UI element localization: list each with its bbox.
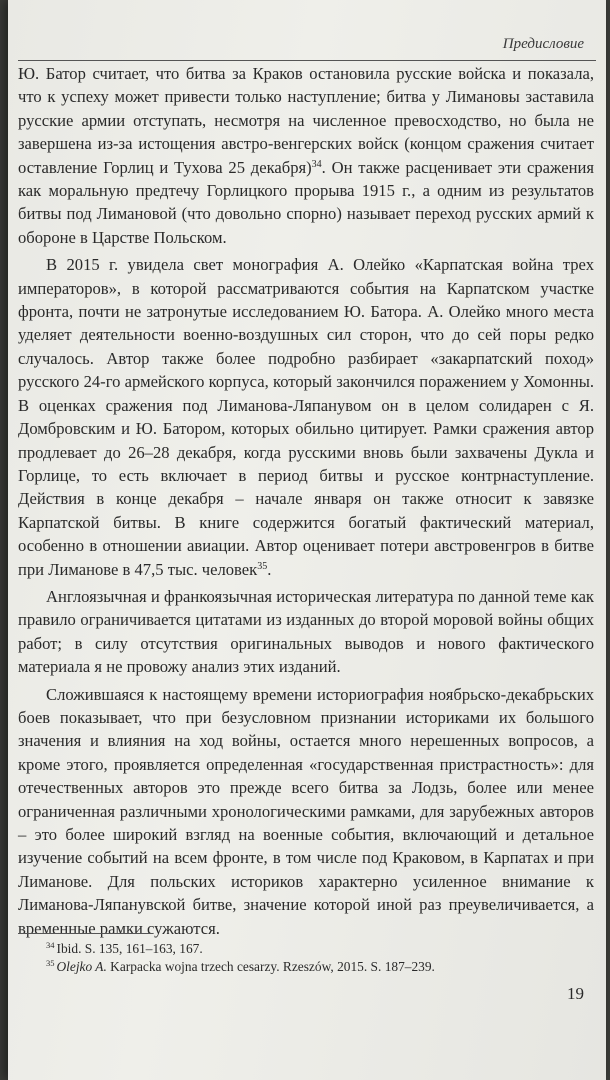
footnote-author: Olejko A. [56, 959, 107, 974]
paragraph: Ю. Батор считает, что битва за Краков остановила русские войска и показала, что к успеху может привести только наступление; битва у Лимановы заставила русские армии отступать, несмотря на численное превосходство, но была не завершена из-за истощения австро-венгерских войск (концом сражения считает оставление Горлиц и Тухова 25 декабря)$^{34}$. Он также расценивает эти сражения как моральную предтечу Горлицкого прорыва 1915 г., а одним из результатов битвы под Лимановой (что довольно спорно) называет переход русских армий к обороне в Царстве Польском. [18, 64, 594, 247]
header-rule [18, 60, 596, 61]
footnote-mark: 34 [46, 940, 55, 950]
footnotes [46, 940, 586, 976]
footnote-text: Ibid. S. 135, 161–163, 167. [56, 941, 203, 956]
paragraph: Англоязычная и франкоязычная историческая литература по данной теме как правило ограничивается цитатами из изданных до второй моровой войны общих работ; в силу отсутствия оригинальных выводов и нового фактического материала я не провожу анализ этих изданий. [18, 586, 594, 677]
body-text [18, 62, 594, 940]
book-page [8, 0, 606, 1080]
footnote-mark: 35 [46, 958, 55, 968]
footnote-rule [18, 933, 153, 934]
footnote-ref[interactable]: 35 [257, 560, 268, 572]
footnote [46, 940, 586, 958]
footnote [46, 958, 586, 976]
footnote-ref[interactable]: 34 [311, 158, 322, 170]
running-head: Предисловие [502, 36, 584, 52]
page-number: 19 [567, 984, 584, 1003]
footnote-text: Karpacka wojna trzech cesarzy. Rzeszów, 2015. S. 187–239. [106, 959, 435, 974]
paragraph: В 2015 г. увидела свет монография А. Олейко «Карпатская война трех императоров», в которой рассматриваются события на Карпатском участке фронта, почти не затронутые исследованием Ю. Батора. А. Олейко много места уделяет деятельности военно-воздушных сил сторон, что до сей поры редко случалось. Автор также более подробно разбирает «закарпатский поход» русского 24-го армейского корпуса, который закончился поражением у Хомонны. В оценках сражения под Лиманова-Ляпанувом он в целом солидарен с Я. Домбровским и Ю. Батором, которых обильно цитирует. Рамки сражения автор продлевает до 26–28 декабря, когда русскими вновь были захвачены Дукла и Горлице, то есть включает в период битвы и русское контрнаступление. Действия в конце декабря – начале января он также относит к завязке Карпатской битвы. В книге содержится богатый фактический материал, особенно в отношении авиации. Автор оценивает потери австровенгров в битве при Лиманове в 47,5 тыс. человек$^{35}$. [18, 255, 594, 579]
paragraph: Сложившаяся к настоящему времени историография ноябрьско-декабрьских боев показывает, что при безусловном признании историками их большого значения и влияния на ход войны, остается много нерешенных вопросов, а кроме этого, проявляется определенная «государственная пристрастность»: для отечественных авторов это прежде всего битва за Лодзь, более или менее ограниченная различными хронологическими рамками, для зарубежных авторов – это более широкий взгляд на военные события, включающий и детальное изучение событий на всем фронте, в том числе под Краковом, в Карпатах и при Лиманове. Для польских историков характерно усиленное внимание к Лиманова-Ляпанувской битве, значение которой иной раз преувеличивается, а временные рамки сужаются. [18, 684, 594, 938]
